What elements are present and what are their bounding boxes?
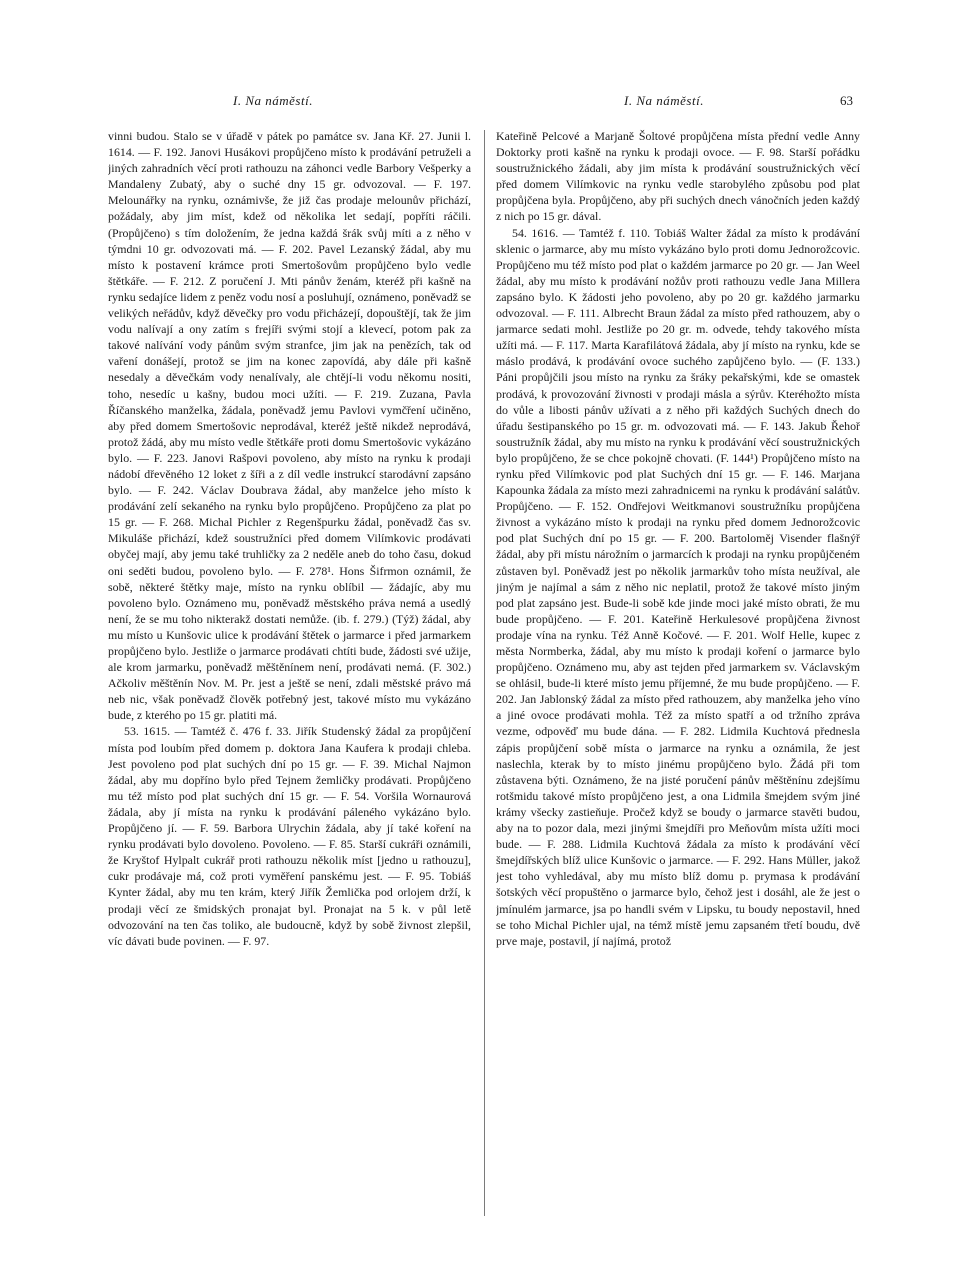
column-divider — [484, 130, 485, 1216]
paragraph: vinni budou. Stalo se v úřadě v pátek po památce sv. Jana Kř. 27. Junii l. 1614. — F. 192. Janovi Husákovi propůjčeno místo k prodávání petruželi a jiných zahradních věcí proti rathouzu na záhonci vedle Barbory Vešperky a Mandaleny Zubatý, aby o suché dny 15 gr. odvozoval. — F. 197. Melounářky na rynku, oznámivše, že již čas prodaje melounův přichází, požádaly, aby jim míst, kdež od několika let sedají, popříti ráčili. (Propůjčeno) s tím doložením, že jedna každá šrák svůj míti a z něho v týmdni 10 gr. odvozovati má. — F. 202. Pavel Lezanský žádal, aby mu místo k postavení krámce proti Smertošovům propůjčeno bylo vedle štětkáře. — F. 212. Z poručení J. Mti pánův ženám, kteréž při kašně na rynku sedajíce lidem z peněz vodu nosí a posluhují, oznámeno, poněvadž se velikých neřádův, když děvečky pro vodu přicházejí, dopouštějí, tak že jim vodu nalívají a ony zatím s frejíři svými stojí a klevecí, potom pak za takové nalívání vody pánům svým stranfce, jim jak na penězích, tak od vaření donášejí, protož se jim na konec zapovídá, aby dále při kašně nesedaly a děvečkám vody nenalívaly, ale chtějí-li vodu někomu nositi, toho, nesedíc u kašny, budou moci užíti. — F. 219. Zuzana, Pavla Říčanského manželka, žádala, poněvadž jemu Pavlovi vymčření učiněno, aby před domem Smertošovic neprodával, kteréž ještě nikdež neprodává, protož žádá, aby mu místo vedle štětkáře proti domu Smertošovic vykázáno bylo. — F. 223. Janovi Rašpovi povoleno, aby místo na rynku k prodaji nádobí dřevěného 12 loket z šíři a z díl vedle instrukcí starodávní zapsáno bylo. — F. 242. Václav Doubrava žádal, aby manželce jeho místo k prodávání zelí sekaného na rynku bylo propůjčeno. Propůjčeno za plat po 15 gr. — F. 268. Michal Pichler z Regenšpurku žádal, poněvadž čas sv. Mikuláše přichází, kdež soustružníci před domem Vilímkovic prodávati obyčej mají, aby jemu také truhličky za 2 neděle aneb do toho času, dokud oni seděti budou, povoleno bylo. — F. 278¹. Hons Šifrmon oznámil, že sobě, některé štětky maje, místo na rynku oblíbil — žádajíc, aby mu povoleno bylo. Oznámeno mu, poněvadž městského práva nemá a usedlý není, že se mu toho nikterakž dostati nemůže. (ib. f. 279.) (Týž) žádal, aby mu místo u Kunšovic ulice k prodávání štětek o jarmarce i před jarmarkem propůjčeno bylo. Jestliže o jarmarce prodávati chtíti bude, žádosti své užije, ale krom jarmarku, poněvadž měštěnínem není, prodávati nemá. (F. 302.) Ačkoliv měštěnín Nov. M. Pr. jest a ještě se není, zdali městské právo má neb nic, však poněvadž člověk potřebný jest, takové místo mu vykázáno bude, z kterého po 15 gr. platiti má. — [108, 129, 471, 723]
text-column-right — [496, 128, 860, 1218]
running-header-left: I. Na náměstí. — [233, 93, 313, 108]
paragraph: 54. 1616. — Tamtéž f. 110. Tobiáš Walter žádal za místo k prodávání sklenic o jarmarce, aby mu místo vykázáno bylo proti domu Jednorožcovic. Propůjčeno mu též místo pod plat o každém jarmarce po 20 gr. — Jan Weel žádal, aby mu místo k prodávání nožův proti rathouzu vedle Jana Millera zapsáno bylo. K žádosti jeho povoleno, aby po 20 gr. každého jarmarku odvozoval. — F. 111. Albrecht Braun žádal za místo před rathouzem, aby o jarmarce sedati mohl. Jestliže po 20 gr. m. odvede, tehdy takového místa užíti má. — F. 117. Marta Karafilátová žádala, aby jí místo na rynku, kde se máslo prodává, k prodávání ovoce suchého zapůjčeno bylo. — (F. 133.) Páni propůjčili jsou místo na rynku za šráky pekařskými, kde se omastek prodává, k provozování živnosti v prodaji másla a sýrův. Kteréhožto místa do vůle a libosti pánův užívati a z něho při každých Suchých dnech do úřadu šestipanského po 15 gr. m. odvozovati má. — F. 143. Jakub Řehoř soustružník žádal, aby mu místo na rynku k prodávání věcí soustružnických bylo propůjčeno, že se chce pokojně chovati. (F. 144¹) Propůjčeno místo na rynku před Vilímkovic pod plat Suchých dní 15 gr. — F. 146. Marjana Kapounka žádala za místo mezi zahradnicemi na rynku k prodávání salátův. Propůjčeno. — F. 152. Ondřejovi Weitkmanovi soustružníku propůjčena živnost a vykázáno místo k prodaji na rynku před domem Jednorožcovic pod plat Suchých dní po 15 gr. — F. 200. Bartoloměj Visender flašnýř žádal, aby při místu nárožním o jarmarcích k prodaji na rynku propůjčeném zůstaven byl. Poněvadž jest po několik jarmarkův toho místa neužíval, ale jiným je najímal a sám z něho nic neplatil, protož že takové místo jiným pod plat zapsáno jest. Bude-li sobě kde jinde moci jaké místo obrati, že mu bude propůjčeno. — F. 201. Kateřině Herkulesové propůjčena živnost prodaje vína na rynku. Též Anně Kočové. — F. 201. Wolf Helle, kupec z města Normberka, žádal, aby mu místo k prodaji koření o jarmarce bylo propůjčeno. Oznámeno mu, aby ast tejden před jarmarkem sv. Václavským se ohlásil, bude-li které místo jemu příjemné, že mu bude propůjčeno. — F. 202. Jan Jablonský žádal za místo před rathouzem, aby manželka jeho víno a jiné ovoce prodávati mohla. Též za místo spatří a od tržního zpráva vezme, odpověď mu bude dána. — F. 282. Lidmila Kuchtová přednesla zápis propůjčení sobě místa o jarmarce na rynku a oznámila, že jest naslechla, kterak by to místo jinému propůjčeno bylo. Žádá při tom zůstavena býti. Oznámeno, že na jisté poručení pánův měštěnínu zdejšímu rotšmidu takové místo propůjčeno jest, a ona Lidmila šmejdem svým jiné krámy všecky zastieňuje. Pročež když se boudy o jarmarce stavěti budou, aby na to pozor dala, mezi jinými šmejdíři pro Meňovům místa užíti moci bude. — F. 288. Lidmila Kuchtová žádala za místo k prodávání věcí šmejdířských blíž ulice Kunšovic o jarmarce. — F. 292. Hans Müller, jakož jest toho vyhledával, aby mu místo blíž domu p. prymasa k prodávání šotských věcí propuštěno o jarmarce bylo, čehož jest i dosáhl, ale že jest o jmínulém jarmarce, jsa po handli svém v Lipsku, tu boudy nepostavil, hned se toho Michal Pichler ujal, na témž místě jemu zapsaném třetí boudu, dvě prve maje, postavil, jí najímá, protož — [496, 225, 860, 948]
running-header-right: I. Na náměstí. — [624, 93, 704, 108]
paragraph: Kateřině Pelcové a Marjaně Šoltové propůjčena místa přední vedle Anny Doktorky proti kašně na rynku k prodaji ovoce. — F. 98. Starší pořádku soustružnického žádali, aby jim místa k prodávání soustružnických věcí před domem Vilímkovic na rynku vedle starobylého způsobu pod plat propůjčena byla. Propůjčeno, aby při suchých dnech vánočních jeden každý z nich po 15 gr. dával. — [496, 129, 860, 224]
text-column-left — [108, 128, 471, 1218]
page-number: 63 — [840, 93, 853, 108]
paragraph: 53. 1615. — Tamtéž č. 476 f. 33. Jiřík Studenský žádal za propůjčení místa pod loubím před domem p. doktora Jana Kaufera k prodaji chleba. Jest povoleno pod plat suchých dní po 15 gr. — F. 39. Michal Najmon žádal, aby mu dopříno bylo před Tejnem žemličky prodávati. Propůjčeno mu též místo pod plat suchých dní 15 gr. — F. 54. Voršila Wornaurová žádala, aby jí místa na rynku k prodávání páleného vykázáno bylo. Propůjčeno jí. — F. 59. Barbora Ulrychin žádala, aby jí také koření na rynku prodávati bylo dovoleno. Povoleno. — F. 85. Starší cukráři oznámili, že Kryštof Hylpalt cukrář proti rathouzu několik míst [jedno u rathouzu], cukr prodávaje má, což proti vyměření panskému jest. — F. 95. Tobiáš Kynter žádal, aby mu ten krám, který Jiřík Žemlička pod orlojem drží, k prodaji věcí ze šmidských pronajat byl. Pronajat na 5 k. v půl letě odvozování na ten čas toliko, ale budoucně, když by sobě živnost zlepšil, víc dávati bude povinen. — F. 97. — [108, 724, 471, 948]
